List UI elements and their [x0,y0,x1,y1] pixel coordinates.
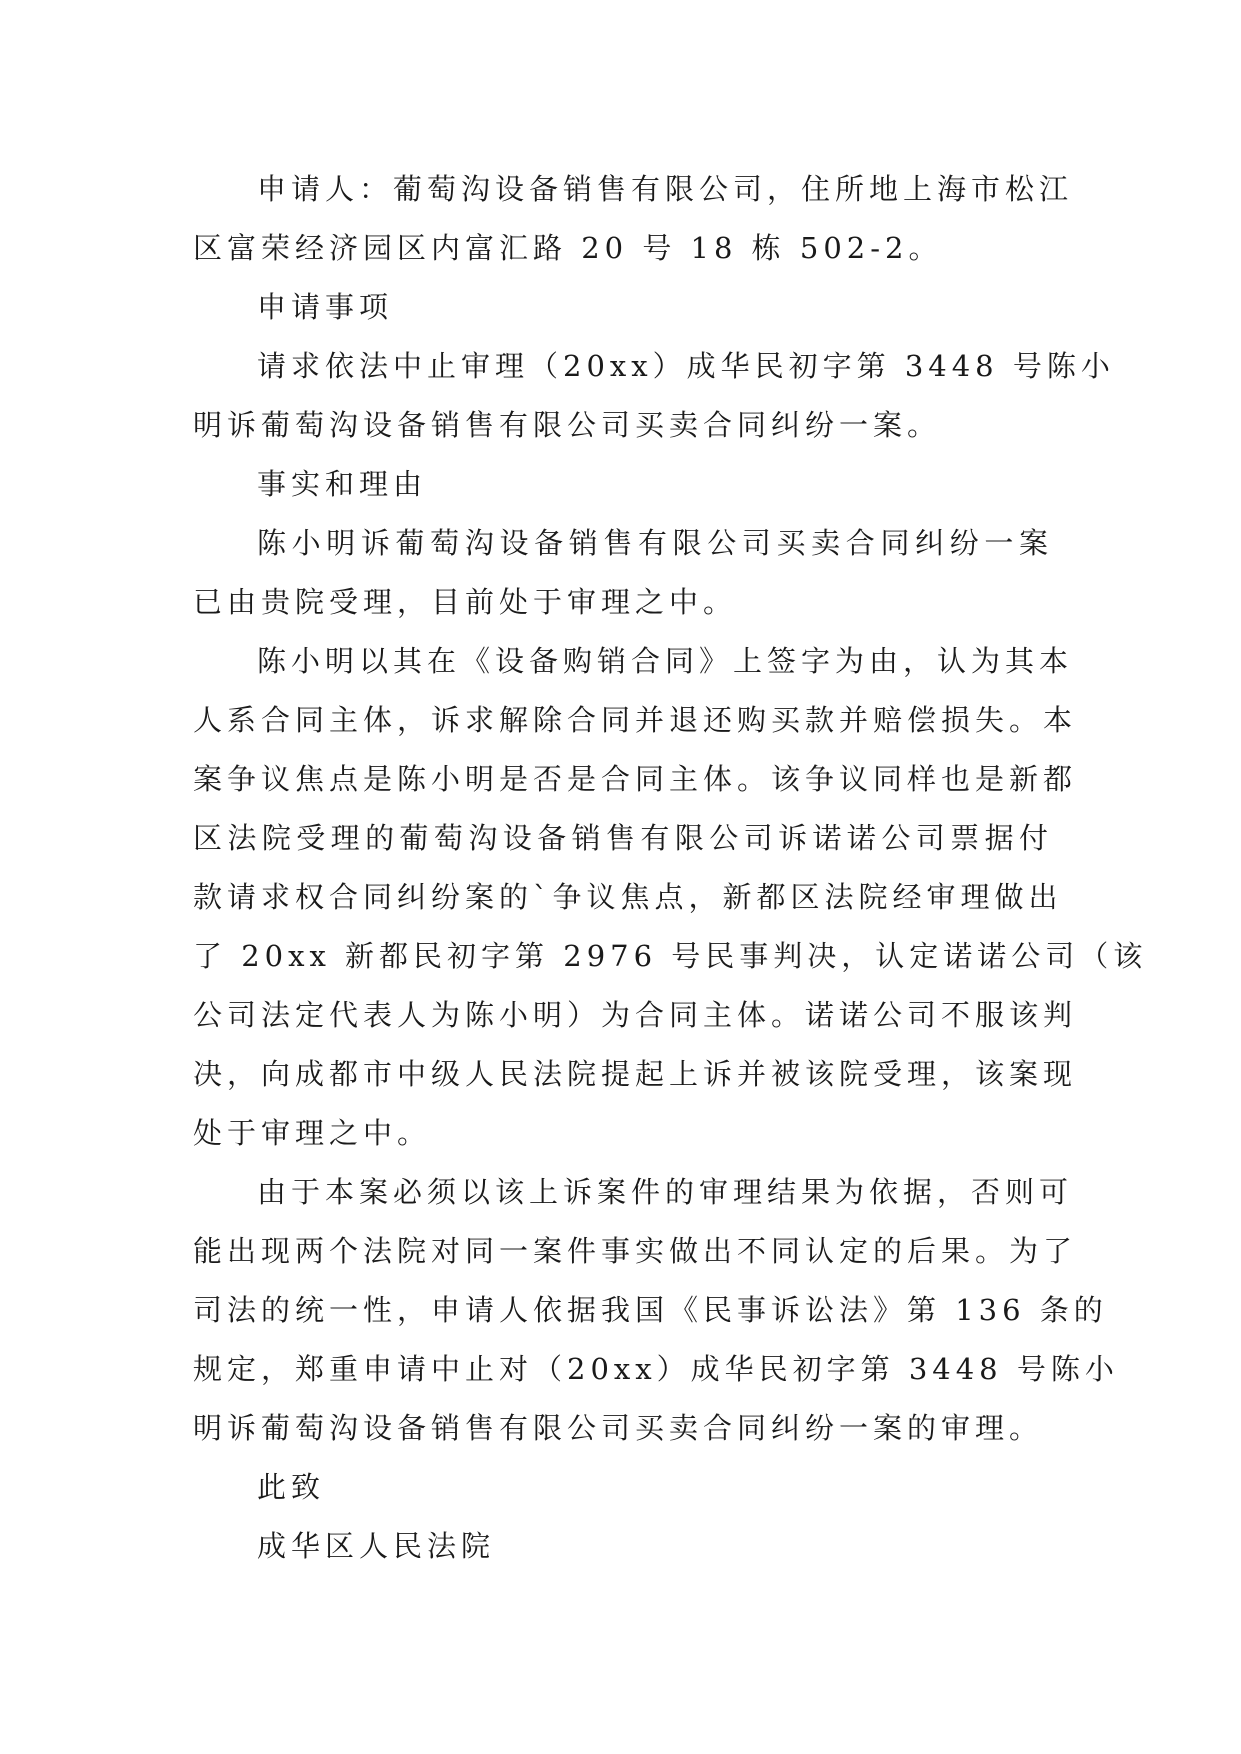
section-heading-request: 申请事项 [257,290,394,324]
text-line: 陈小明诉葡萄沟设备销售有限公司买卖合同纠纷一案 [257,526,1053,560]
request-paragraph [193,337,1115,455]
text-line: 明诉葡萄沟设备销售有限公司买卖合同纠纷一案的审理。 [193,1411,1044,1445]
applicant-paragraph [193,160,1074,278]
addressee-court: 成华区人民法院 [257,1529,496,1563]
text-line: 申请人：葡萄沟设备销售有限公司，住所地上海市松江 [257,172,1074,206]
text-line: 陈小明以其在《设备购销合同》上签字为由，认为其本 [257,644,1074,678]
text-line: 由于本案必须以该上诉案件的审理结果为依据，否则可 [257,1175,1074,1209]
text-line: 公司法定代表人为陈小明）为合同主体。诺诺公司不服该判 [193,998,1078,1032]
text-line: 案争议焦点是陈小明是否是合同主体。该争议同样也是新都 [193,762,1078,796]
section-heading-facts: 事实和理由 [257,467,428,501]
text-line: 人系合同主体，诉求解除合同并退还购买款并赔偿损失。本 [193,703,1078,737]
text-line: 了 20xx 新都民初字第 2976 号民事判决，认定诺诺公司（该 [193,939,1148,973]
facts-paragraph-2 [193,632,1148,1163]
text-line: 已由贵院受理，目前处于审理之中。 [193,585,738,619]
document-body [193,160,1148,1576]
closing-salutation: 此致 [257,1470,326,1504]
text-line: 款请求权合同纠纷案的`争议焦点，新都区法院经审理做出 [193,880,1063,914]
text-line: 能出现两个法院对同一案件事实做出不同认定的后果。为了 [193,1234,1078,1268]
text-line: 区富荣经济园区内富汇路 20 号 18 栋 502-2。 [193,231,943,265]
facts-paragraph-3 [193,1163,1119,1458]
text-line: 决，向成都市中级人民法院提起上诉并被该院受理，该案现 [193,1057,1078,1091]
text-line: 规定，郑重申请中止对（20xx）成华民初字第 3448 号陈小 [193,1352,1119,1386]
text-line: 司法的统一性，申请人依据我国《民事诉讼法》第 136 条的 [193,1293,1108,1327]
text-line: 请求依法中止审理（20xx）成华民初字第 3448 号陈小 [257,349,1115,383]
text-line: 处于审理之中。 [193,1116,432,1150]
text-line: 明诉葡萄沟设备销售有限公司买卖合同纠纷一案。 [193,408,942,442]
facts-paragraph-1 [193,514,1053,632]
text-line: 区法院受理的葡萄沟设备销售有限公司诉诺诺公司票据付 [193,821,1053,855]
